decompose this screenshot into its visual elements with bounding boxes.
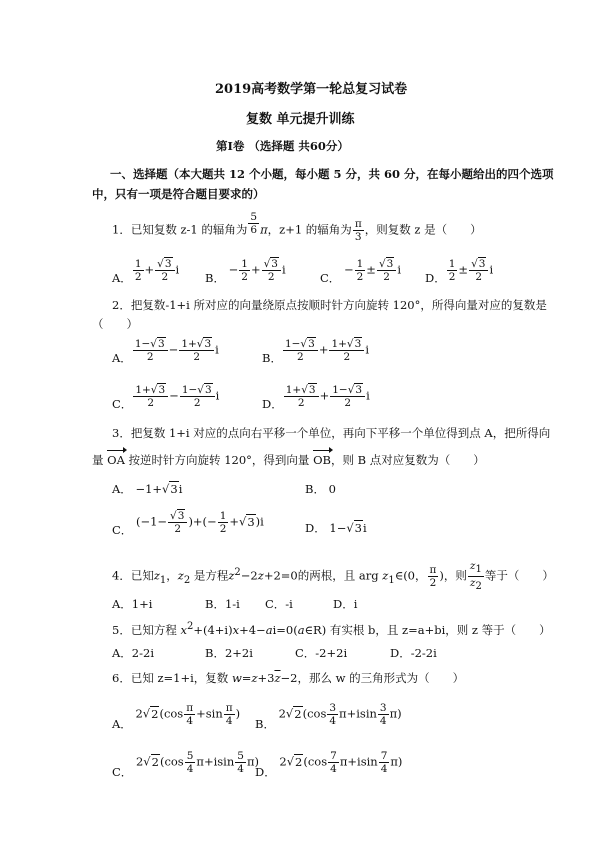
q4-option-b: B．1-i: [205, 597, 240, 611]
section-heading-line1: 一、选择题（本大题共 12 个小题，每小题 5 分，共 60 分，在每小题给出的四个选项: [110, 167, 554, 181]
q5-option-d: D．-2-2i: [390, 646, 437, 660]
vector-ob: OB: [313, 453, 331, 467]
q1-text-prefix: 1．已知复数 z-1 的辐角为: [112, 222, 248, 237]
q2-option-d: D． $\frac{1+√3}{2}$ + $\frac{1-√3}{2}$ i: [262, 384, 370, 411]
question-6: 6．已知 z=1+i，复数 $w=z+3\overline{z}-2$，那么 w 的三角形式为（ ）: [112, 671, 465, 685]
vector-oa: OA: [107, 453, 125, 467]
question-2-line2: （ ）: [92, 317, 138, 331]
q6-option-a: A． 2√2(cos $\frac{\pi}{4}$ +sin $\frac{\pi}{4}$ ): [112, 702, 241, 731]
question-4: 4．已知$z_1$，$z_2$ 是方程$z^2-2z+2=0$的两根，且 arg $z_1\in(0$， $\frac{\pi}{2}$ )，则 $\frac{z_1}{z_2}$ 等于（ ）: [112, 560, 554, 593]
q2-option-a: A． $\frac{1-√3}{2}$ − $\frac{1+√3}{2}$ i: [112, 338, 219, 365]
q4-option-d: D．i: [333, 597, 358, 611]
q2-option-b: B． $\frac{1-√3}{2}$ + $\frac{1+√3}{2}$ i: [262, 338, 369, 365]
q3-option-d: D． 1−√3i: [305, 521, 367, 535]
q5-option-c: C．-2+2i: [295, 646, 348, 660]
page-title: 2019高考数学第一轮总复习试卷: [215, 82, 408, 97]
q6-option-c: C． 2√2(cos $\frac{5}{4}$ π+isin $\frac{5}{4}$ π): [112, 750, 259, 779]
section-heading-line2: 中，只有一项是符合题目要求的）: [92, 187, 265, 201]
q5-option-a: A．2-2i: [112, 646, 155, 660]
q1-option-b: B． − $\frac{1}{2}$ + $\frac{√3}{2}$ i: [205, 258, 286, 285]
q5-option-b: B．2+2i: [205, 646, 253, 660]
question-5: 5．已知方程 $x^2+(4+i)x+4-ai=0(a\in R)$ 有实根 b，且 z=a+bi，则 z 等于（ ）: [112, 621, 551, 637]
q3-option-a: A． −1+√3i: [112, 482, 183, 496]
q4-option-c: C．-i: [265, 597, 293, 611]
volume-heading: 第Ⅰ卷 （选择题 共60分）: [216, 139, 349, 153]
q6-option-d: D． 2√2(cos $\frac{7}{4}$ π+isin $\frac{7}{4}$ π): [255, 750, 403, 779]
q1-option-c: C． − $\frac{1}{2}$ ± $\frac{√3}{2}$ i: [320, 258, 402, 285]
question-3-line1: 3．把复数 1+i 对应的点向右平移一个单位，再向下平移一个单位得到点 A，把所得向: [112, 426, 551, 440]
question-2-line1: 2．把复数-1+i 所对应的向量绕原点按顺时针方向旋转 120°，所得向量对应的复数是: [112, 298, 547, 312]
q1-text-suffix: ，则复数 z 是（ ）: [364, 222, 482, 237]
q4-option-a: A．1+i: [112, 597, 153, 611]
q1-option-d: D． $\frac{1}{2}$ ± $\frac{√3}{2}$ i: [425, 258, 494, 285]
q1-text-mid: ，z+1 的辐角为: [267, 222, 352, 237]
question-1: 1．已知复数 z-1 的辐角为 $\frac{5}{6}$ π，z+1 的辐角为 $\frac{\pi}{3}$ ，则复数 z 是（ ）: [112, 211, 482, 243]
q6-option-b: B． 2√2(cos $\frac{3}{4}$ π+isin $\frac{3}{4}$ π): [255, 702, 402, 731]
q3-option-c: C． (−1− $\frac{√3}{2}$ )+(− $\frac{1}{2}$ +√3)i: [112, 510, 264, 537]
q1-option-a: A． $\frac{1}{2}$ + $\frac{√3}{2}$ i: [112, 258, 180, 285]
q3-option-b: B． 0: [305, 482, 336, 496]
page-subtitle: 复数 单元提升训练: [246, 112, 355, 127]
question-3-line2: 量 OA 按逆时针方向旋转 120°，得到向量 OB，则 B 点对应复数为（ ）: [92, 453, 485, 467]
q2-option-c: C． $\frac{1+√3}{2}$ − $\frac{1-√3}{2}$ i: [112, 384, 220, 411]
